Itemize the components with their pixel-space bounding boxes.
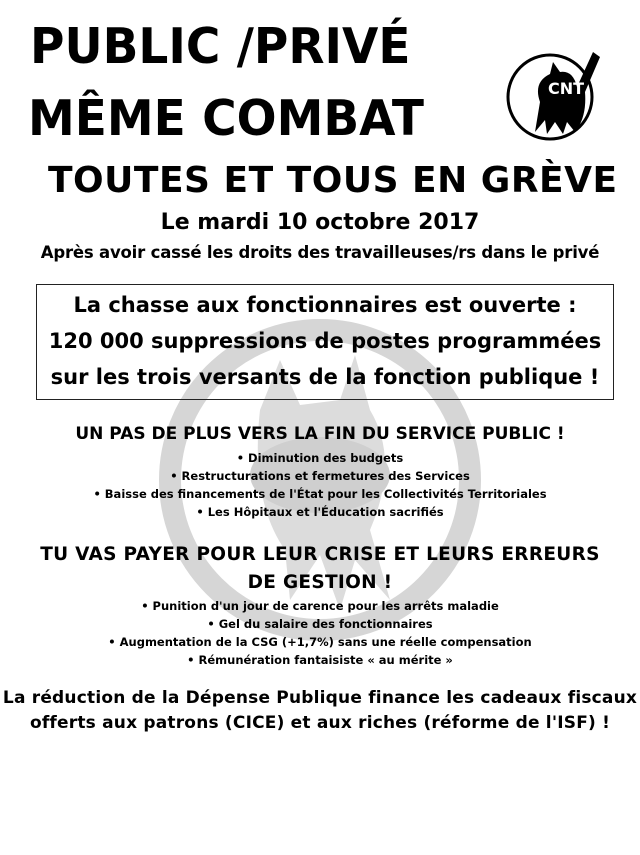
section2-bullet: • Gel du salaire des fonctionnaires bbox=[207, 617, 433, 631]
section1-bullet: • Les Hôpitaux et l'Éducation sacrifiés bbox=[196, 505, 444, 519]
section1-heading: UN PAS DE PLUS VERS LA FIN DU SERVICE PUBLIC ! bbox=[75, 424, 565, 444]
section2-heading-line-1: TU VAS PAYER POUR LEUR CRISE ET LEURS ERREURS bbox=[40, 544, 600, 565]
event-date: Le mardi 10 octobre 2017 bbox=[160, 210, 480, 235]
cnt-black-cat-logo bbox=[505, 42, 605, 142]
section2-bullet: • Rémunération fantaisiste « au mérite » bbox=[187, 653, 453, 667]
highlight-box bbox=[36, 284, 614, 400]
subtitle: Après avoir cassé les droits des travailleuses/rs dans le privé bbox=[40, 243, 600, 262]
title-line-2: MÊME COMBAT bbox=[28, 89, 424, 148]
box-line-2: 120 000 suppressions de postes programmées bbox=[48, 329, 602, 353]
section1-bullet: • Baisse des financements de l'État pour les Collectivités Territoriales bbox=[93, 487, 547, 501]
section2-bullet: • Augmentation de la CSG (+1,7%) sans une réelle compensation bbox=[108, 635, 532, 649]
conclusion-line-2: offerts aux patrons (CICE) et aux riches (réforme de l'ISF) ! bbox=[29, 713, 611, 733]
section2-bullet: • Punition d'un jour de carence pour les arrêts maladie bbox=[141, 599, 499, 613]
section1-bullet: • Restructurations et fermetures des Services bbox=[170, 469, 470, 483]
conclusion-line-1: La réduction de la Dépense Publique finance les cadeaux fiscaux bbox=[2, 688, 638, 708]
section2-heading-line-2: DE GESTION ! bbox=[247, 572, 393, 593]
section1-bullet: • Diminution des budgets bbox=[236, 451, 404, 465]
title-line-1: PUBLIC /PRIVÉ bbox=[30, 17, 411, 76]
svg-text:CNT: CNT bbox=[548, 79, 585, 98]
box-line-3: sur les trois versants de la fonction publique ! bbox=[50, 365, 600, 389]
box-line-1: La chasse aux fonctionnaires est ouverte : bbox=[73, 293, 577, 317]
title-line-3: TOUTES ET TOUS EN GRÈVE bbox=[48, 160, 618, 201]
